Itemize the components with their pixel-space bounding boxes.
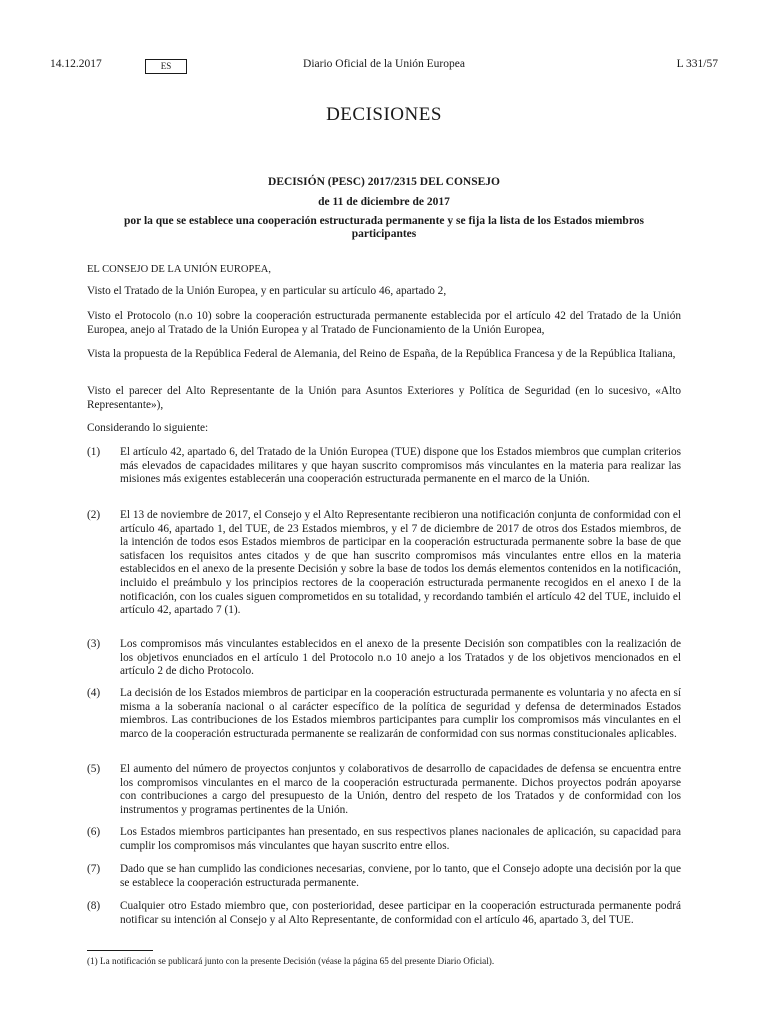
section-title: DECISIONES (326, 104, 442, 125)
decision-date: de 11 de diciembre de 2017 (318, 196, 450, 208)
recital-text: Los Estados miembros participantes han presentado, en sus respectivos planes nacionales de aplicación, su capacidad para cumplir los compromisos más vinculantes que hayan suscrito entre ellos. (120, 826, 681, 852)
preamble-visto-4: Visto el parecer del Alto Representante de la Unión para Asuntos Exteriores y Política de Seguridad (en lo sucesivo, «Alto Representante»), (87, 385, 681, 411)
preamble-visto-1: Visto el Tratado de la Unión Europea, y en particular su artículo 46, apartado 2, (87, 285, 447, 297)
journal-title: Diario Oficial de la Unión Europea (303, 58, 465, 70)
recital-item (87, 863, 681, 890)
recital-item (87, 687, 681, 741)
recital-item (87, 763, 681, 817)
language-badge: ES (145, 59, 187, 74)
recital-text: El aumento del número de proyectos conjuntos y colaborativos de desarrollo de capacidades de defensa se encuentra entre los compromisos vinculantes en el marco de la cooperación estructurada permanente. Dichos proyectos podrán apoyarse con contribuciones a cargo del presupuesto de la Unión, dentro del respeto de los Tratados y de conformidad con los instrumentos y programas pertinentes de la Unión. (120, 763, 681, 816)
recital-number: (3) (87, 638, 101, 650)
decision-title: DECISIÓN (PESC) 2017/2315 DEL CONSEJO (268, 176, 500, 188)
recital-number: (8) (87, 900, 101, 912)
recital-number: (6) (87, 826, 101, 838)
recital-number: (2) (87, 509, 101, 521)
council-heading: EL CONSEJO DE LA UNIÓN EUROPEA, (87, 264, 271, 275)
recital-number: (4) (87, 687, 101, 699)
publication-date: 14.12.2017 (50, 58, 102, 70)
recital-item (87, 446, 681, 487)
recital-item (87, 826, 681, 853)
preamble-visto-2: Visto el Protocolo (n.o 10) sobre la cooperación estructurada permanente establecida por el artículo 42 del Tratado de la Unión Europea, anejo al Tratado de la Unión Europea y al Tratado de Funcionamiento de la Unión Europea, (87, 310, 681, 336)
recital-text: El artículo 42, apartado 6, del Tratado de la Unión Europea (TUE) dispone que los Estados miembros que cumplan criterios más elevados de capacidades militares y que hayan suscrito compromisos más vinculantes en la materia para realizar las misiones más exigentes establecerán una cooperación estructurada permanente en el marco de la Unión. (120, 446, 681, 486)
page-reference: L 331/57 (676, 58, 718, 70)
recital-number: (7) (87, 863, 101, 875)
recital-text: Cualquier otro Estado miembro que, con posterioridad, desee participar en la cooperación estructurada permanente podrá notificar su intención al Consejo y al Alto Representante, de conformidad con el artículo 46, apartado 3, del TUE. (120, 900, 681, 926)
recital-text: Los compromisos más vinculantes establecidos en el anexo de la presente Decisión son compatibles con la realización de los objetivos enunciados en el artículo 1 del Protocolo n.o 10 anejo a los Tratados y de los objetivos mencionados en el artículo 2 de dicho Protocolo. (120, 638, 681, 678)
preamble-vista-3: Vista la propuesta de la República Federal de Alemania, del Reino de España, de la República Francesa y de la República Italiana, (87, 348, 676, 360)
recital-item (87, 509, 681, 618)
recital-text: El 13 de noviembre de 2017, el Consejo y el Alto Representante recibieron una notificación conjunta de conformidad con el artículo 46, apartado 1, del TUE, de 23 Estados miembros, y el 7 de diciembre de 2017 de otros dos Estados miembros, de la intención de todos esos Estados miembros de participar en la cooperación estructurada permanente sobre la base de que satisfacen los requisitos antes citados y de que han suscrito compromisos más vinculantes entre ellos en la materia establecidos en el anexo de la presente Decisión y sobre la base de todos los demás elementos contenidos en la notificación, incluido el preámbulo y los principios rectores de la cooperación estructurada permanente recogidos en el anexo I de la notificación, con los cuales siguen comprometidos en su totalidad, y recordando también el artículo 42 del TUE, incluido el artículo 42, apartado 7 (1). (120, 509, 681, 617)
recital-number: (5) (87, 763, 101, 775)
recital-number: (1) (87, 446, 101, 458)
considerando-line: Considerando lo siguiente: (87, 422, 209, 434)
recital-item (87, 900, 681, 927)
page-header (50, 58, 718, 74)
recital-text: Dado que se han cumplido las condiciones necesarias, conviene, por lo tanto, que el Consejo adopte una decisión por la que se establece la cooperación estructurada permanente. (120, 863, 681, 889)
footnote-divider (87, 950, 153, 951)
decision-subject: por la que se establece una cooperación estructurada permanente y se fija la lista de los Estados miembros participantes (124, 215, 644, 240)
footnote: (1) La notificación se publicará junto con la presente Decisión (véase la página 65 del presente Diario Oficial). (87, 956, 495, 966)
recital-item (87, 638, 681, 679)
recital-text: La decisión de los Estados miembros de participar en la cooperación estructurada permanente es voluntaria y no afecta en sí misma a la soberanía nacional o al carácter específico de la política de seguridad y defensa de determinados Estados miembros. Las contribuciones de los Estados miembros participantes para cumplir los compromisos más vinculantes en el marco de la cooperación estructurada permanente se realizarán de conformidad con sus normas constitucionales aplicables. (120, 687, 681, 740)
